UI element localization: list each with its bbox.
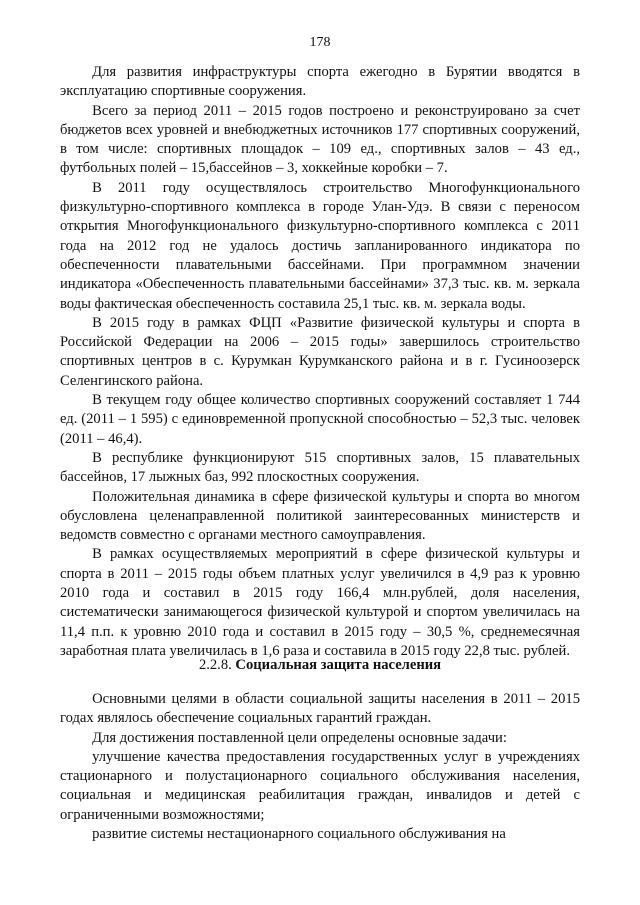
paragraph: Всего за период 2011 – 2015 годов построено и реконструировано за счет бюджетов всех уровней и внебюджетных источников 177 спортивных сооружений, в том числе: спортивных площадок – 109 ед., спортивных залов – 43 ед., футбольных полей – 15,бассейнов – 3, хоккейные коробки – 7. (60, 102, 580, 177)
section-title: Социальная защита населения (235, 657, 442, 673)
paragraph: В республике функционируют 515 спортивных залов, 15 плавательных бассейнов, 17 лыжных баз, 992 плоскостных сооружения. (60, 449, 580, 486)
paragraph: В 2011 году осуществлялось строительство Многофункционального физкультурно-спортивного комплекса в городе Улан-Удэ. В связи с переносом открытия Многофункционального физкультурно-спортивного комплекса с 2011 года на 2012 год не удалось достичь запланированного индикатора по обеспеченности плавательными бассейнами. При программном значении индикатора «Обеспеченность плавательными бассейнами» 37,3 тыс. кв. м. зеркала воды фактическая обеспеченность составила 25,1 тыс. кв. м. зеркала воды. (60, 179, 580, 312)
page-number: 178 (309, 35, 331, 50)
paragraph: В 2015 году в рамках ФЦП «Развитие физической культуры и спорта в Российской Федерации на 2006 – 2015 годы» завершилось строительство спортивных центров в с. Курумкан Курумканского района и в г. Гусиноозерск Селенгинского района. (60, 314, 580, 389)
body-text-sports (60, 63, 580, 661)
paragraph: Положительная динамика в сфере физической культуры и спорта во многом обусловлена целенаправленной политикой заинтересованных министерств и ведомств совместно с органами местного самоуправления. (60, 488, 580, 544)
paragraph: Основными целями в области социальной защиты населения в 2011 – 2015 годах являлось обеспечение социальных гарантий граждан. (60, 691, 580, 727)
paragraph: В рамках осуществляемых мероприятий в сфере физической культуры и спорта в 2011 – 2015 годы объем платных услуг увеличился в 4,9 раз к уровню 2010 года и составил в 2015 году 166,4 млн.рублей, доля населения, систематически занимающегося физической культурой и спортом увеличилась на 11,4 п.п. к уровню 2010 года и составил в 2015 году – 30,5 %, среднемесячная заработная плата увеличилась в 1,6 раза и составила в 2015 году 22,8 тыс. рублей. (60, 546, 580, 659)
paragraph: Для развития инфраструктуры спорта ежегодно в Бурятии вводятся в эксплуатацию спортивные сооружения. (60, 64, 580, 100)
paragraph: улучшение качества предоставления государственных услуг в учреждениях стационарного и полустационарного социального обслуживания населения, социальная и медицинская реабилитация граждан, инвалидов и детей с ограниченными возможностями; (60, 748, 580, 823)
paragraph: Для достижения поставленной цели определены основные задачи: (92, 729, 507, 746)
section-heading (0, 656, 640, 675)
paragraph: В текущем году общее количество спортивных сооружений составляет 1 744 ед. (2011 – 1 595) с единовременной пропускной способностью – 52,3 тыс. человек (2011 – 46,4). (60, 392, 580, 447)
body-text-social (60, 690, 580, 844)
paragraph: развитие системы нестационарного социального обслуживания на (92, 826, 506, 843)
section-number: 2.2.8. (198, 657, 236, 673)
